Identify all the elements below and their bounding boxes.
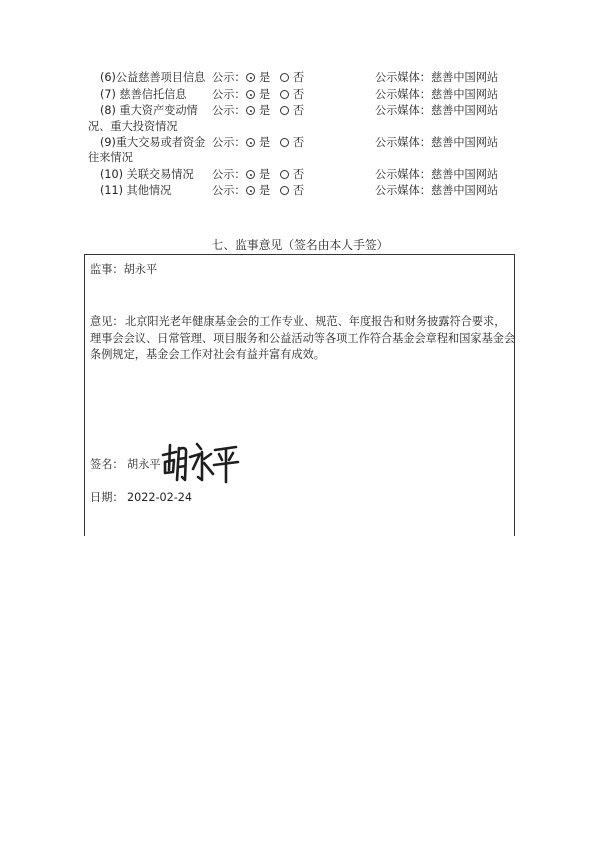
radio-no-icon bbox=[280, 186, 289, 195]
radio-no-icon bbox=[280, 138, 289, 147]
media-text bbox=[375, 136, 498, 150]
signature-label: 签名： bbox=[90, 458, 124, 471]
disclosure-row bbox=[0, 71, 600, 85]
media-label: 公示媒体： bbox=[375, 168, 431, 181]
supervisor-line bbox=[90, 263, 157, 277]
media-text bbox=[375, 104, 498, 118]
no-label: 否 bbox=[293, 104, 305, 117]
section-title: 七、监事意见（签名由本人手签） bbox=[211, 238, 389, 252]
public-label: 公示： bbox=[212, 168, 246, 181]
disclosure-item-label: (6)公益慈善项目信息 bbox=[100, 71, 206, 84]
media-value: 慈善中国网站 bbox=[430, 88, 499, 101]
radio-yes-icon bbox=[246, 170, 255, 179]
radio-yes-icon bbox=[246, 106, 255, 115]
disclosure-row bbox=[0, 184, 600, 198]
public-label: 公示： bbox=[212, 88, 246, 101]
media-label: 公示媒体： bbox=[375, 88, 431, 101]
yes-label: 是 bbox=[259, 71, 271, 84]
media-text bbox=[375, 71, 498, 85]
radio-no-icon bbox=[280, 170, 289, 179]
disclosure-row bbox=[0, 168, 600, 182]
public-label: 公示： bbox=[212, 136, 246, 149]
radio-no-icon bbox=[280, 90, 289, 99]
no-label: 否 bbox=[293, 136, 305, 149]
radio-no-icon bbox=[280, 73, 289, 82]
public-label: 公示： bbox=[212, 184, 246, 197]
media-value: 慈善中国网站 bbox=[430, 136, 499, 149]
disclosure-row bbox=[0, 136, 600, 150]
media-text bbox=[375, 184, 498, 198]
disclosure-item-label: (10) 关联交易情况 bbox=[100, 168, 194, 181]
disclosure-item-label: (9)重大交易或者资金 bbox=[100, 136, 206, 149]
radio-yes-icon bbox=[246, 90, 255, 99]
opinion-line: 理事会会议、日常管理、项目服务和公益活动等各项工作符合基金会章程和国家基金会 bbox=[90, 332, 516, 345]
radio-yes-icon bbox=[246, 73, 255, 82]
date-label: 日期： bbox=[90, 491, 124, 504]
media-value: 慈善中国网站 bbox=[430, 184, 499, 197]
radio-yes-icon bbox=[246, 138, 255, 147]
radio-no-icon bbox=[280, 106, 289, 115]
yes-label: 是 bbox=[259, 88, 271, 101]
disclosure-row bbox=[0, 104, 600, 118]
yes-label: 是 bbox=[259, 104, 271, 117]
disclosure-item-label: (11) 其他情况 bbox=[100, 184, 172, 197]
media-label: 公示媒体： bbox=[375, 104, 431, 117]
no-label: 否 bbox=[293, 88, 305, 101]
radio-yes-icon bbox=[246, 186, 255, 195]
supervisor-label: 监事： bbox=[90, 263, 124, 276]
date-value: 2022-02-24 bbox=[127, 491, 193, 504]
public-label: 公示： bbox=[212, 104, 246, 117]
media-label: 公示媒体： bbox=[375, 136, 431, 149]
media-label: 公示媒体： bbox=[375, 184, 431, 197]
media-value: 慈善中国网站 bbox=[430, 104, 499, 117]
disclosure-item-label: (7) 慈善信托信息 bbox=[100, 88, 187, 101]
disclosure-item-label-continuation: 往来情况 bbox=[88, 151, 133, 164]
media-text bbox=[375, 168, 498, 182]
yes-label: 是 bbox=[259, 136, 271, 149]
yes-label: 是 bbox=[259, 184, 271, 197]
disclosure-item-label: (8) 重大资产变动情 bbox=[100, 104, 198, 117]
media-value: 慈善中国网站 bbox=[430, 168, 499, 181]
media-value: 慈善中国网站 bbox=[430, 71, 499, 84]
opinion-line: 北京阳光老年健康基金会的工作专业、规范、年度报告和财务披露符合要求， bbox=[125, 315, 506, 328]
disclosure-row bbox=[0, 88, 600, 102]
no-label: 否 bbox=[293, 168, 305, 181]
handwritten-signature bbox=[160, 440, 240, 485]
opinion-line: 条例规定，基金会工作对社会有益并富有成效。 bbox=[90, 348, 325, 361]
disclosure-item-label-continuation: 况、重大投资情况 bbox=[88, 120, 178, 133]
yes-label: 是 bbox=[259, 168, 271, 181]
media-label: 公示媒体： bbox=[375, 71, 431, 84]
public-label: 公示： bbox=[212, 71, 246, 84]
no-label: 否 bbox=[293, 71, 305, 84]
supervisor-name: 胡永平 bbox=[123, 263, 158, 276]
no-label: 否 bbox=[293, 184, 305, 197]
media-text bbox=[375, 88, 498, 102]
opinion-label: 意见： bbox=[90, 315, 124, 328]
signature-name: 胡永平 bbox=[127, 458, 161, 471]
